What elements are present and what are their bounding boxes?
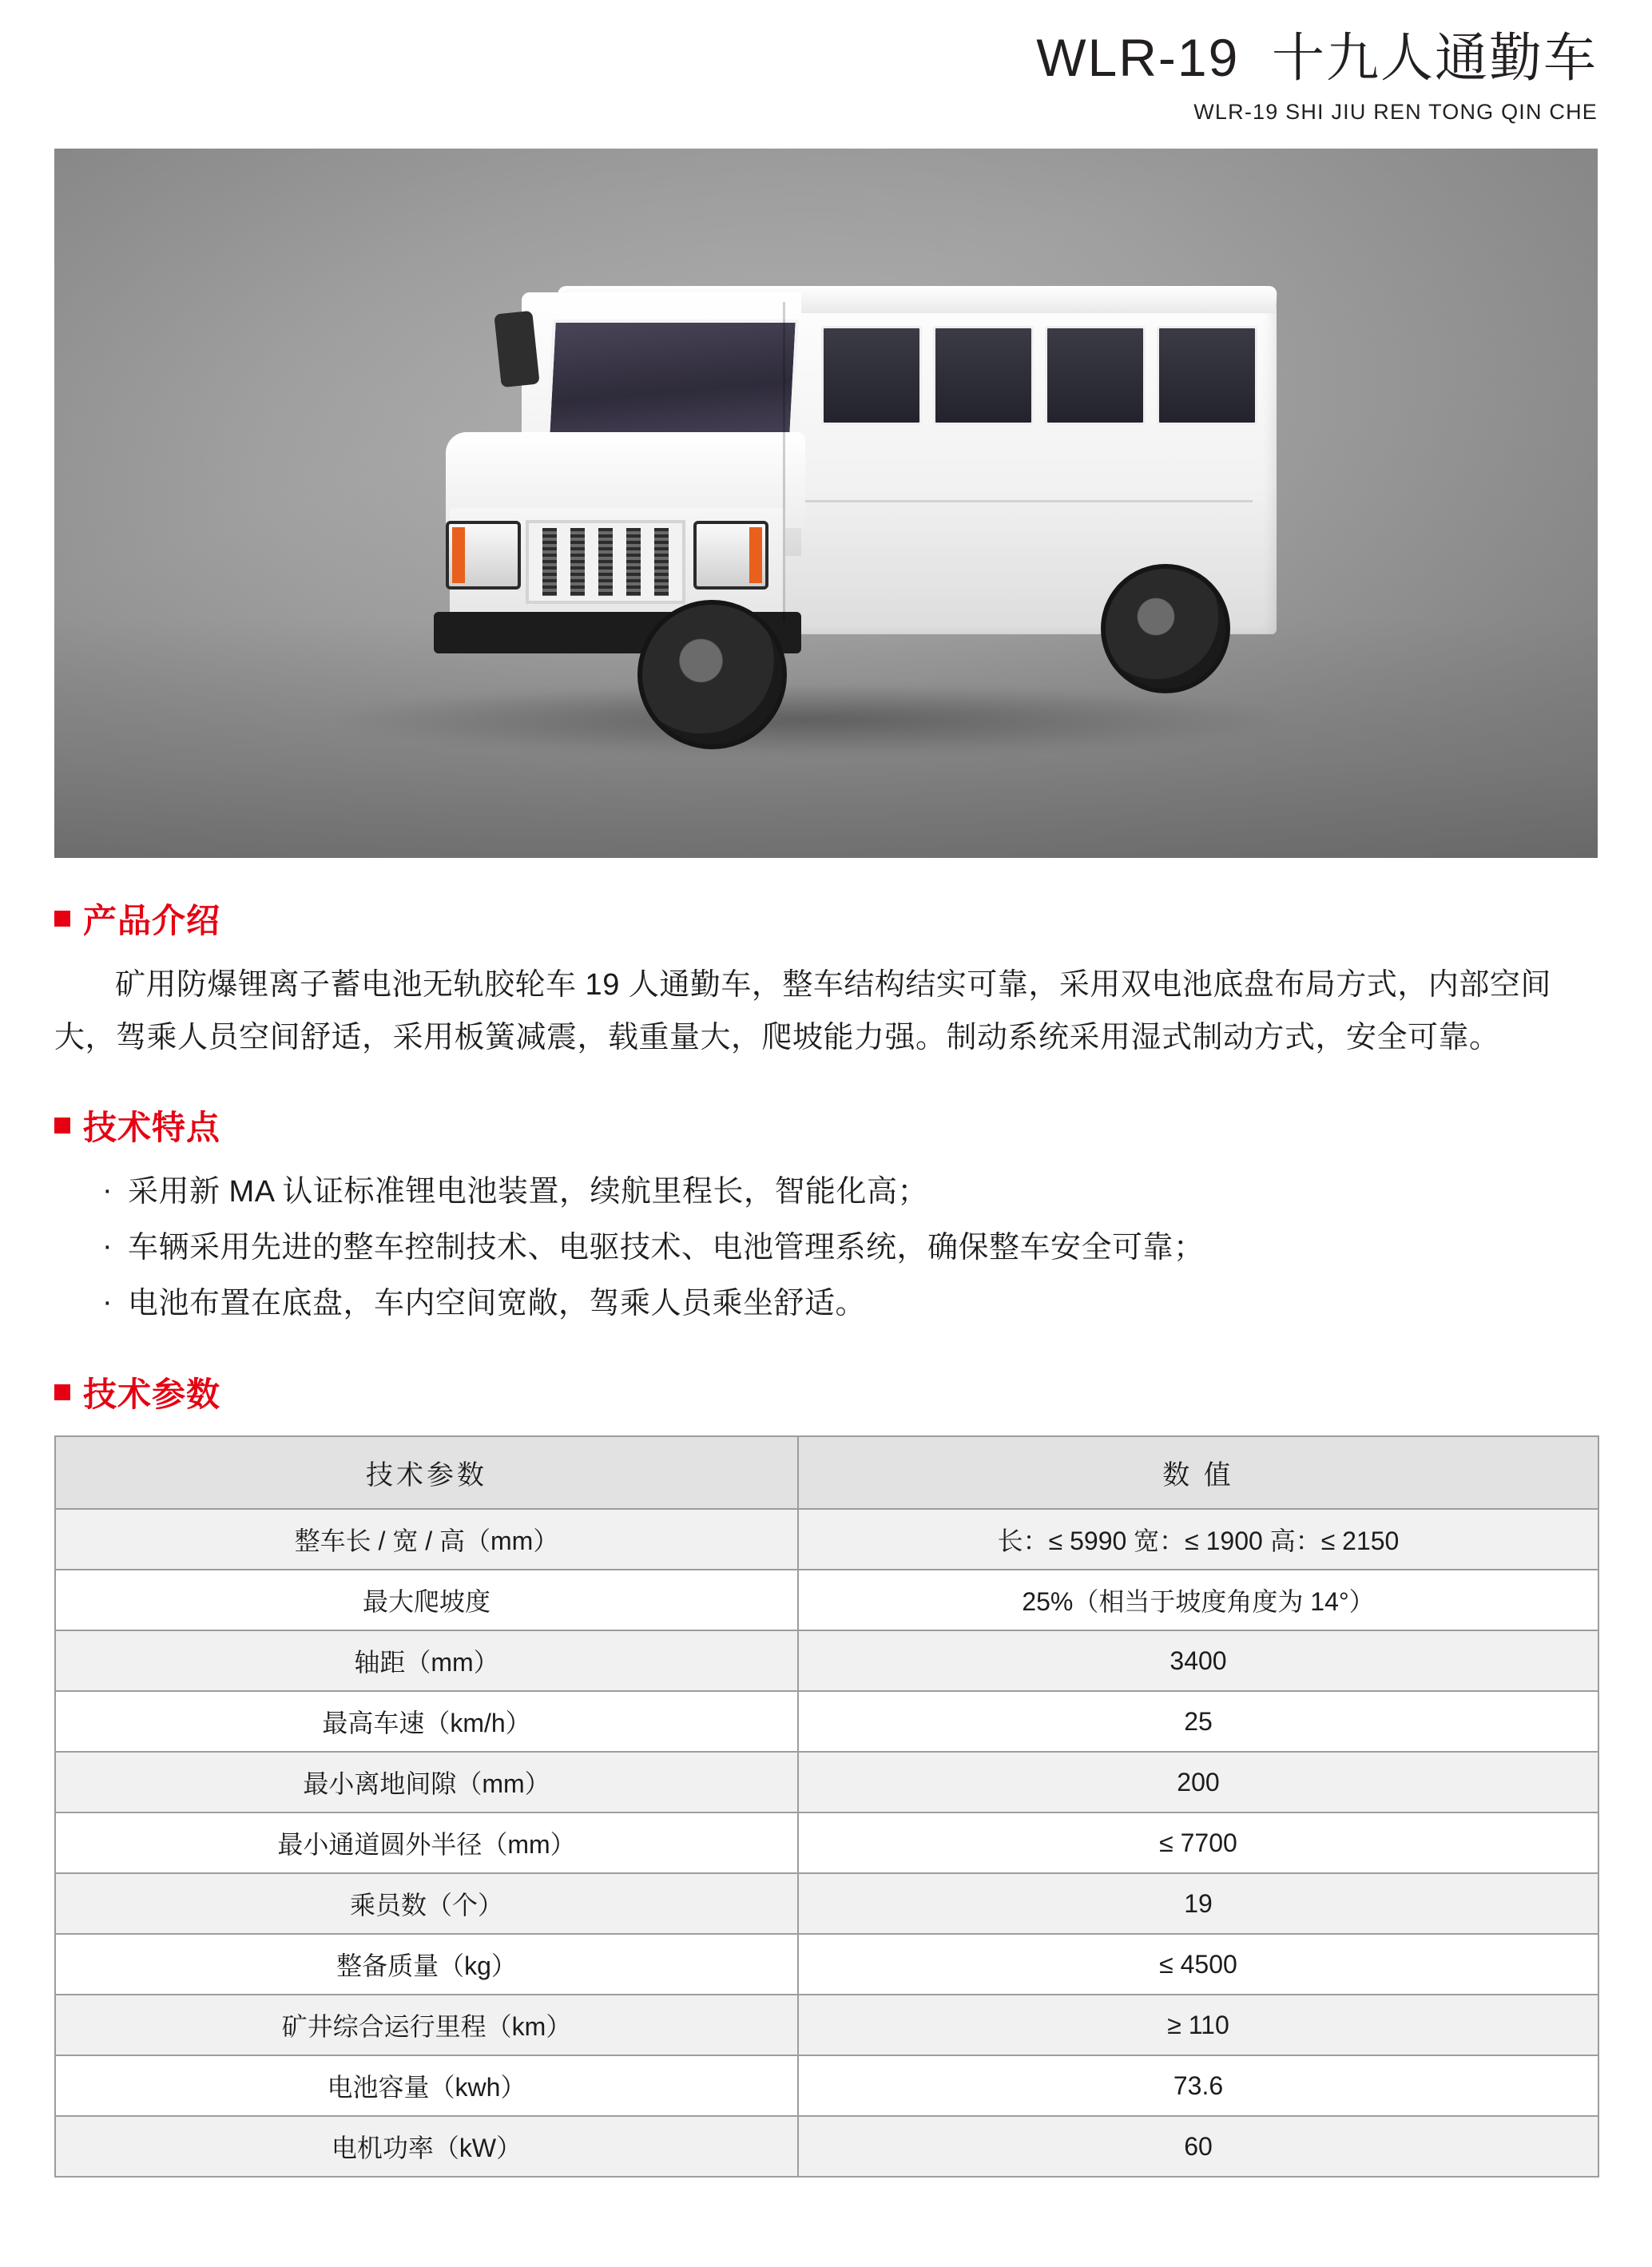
- spec-name: 最高车速（km/h）: [55, 1691, 798, 1752]
- list-item: · 采用新 MA 认证标准锂电池装置，续航里程长，智能化高；: [54, 1164, 1598, 1220]
- page-header: [54, 0, 1598, 125]
- spec-value: 25: [798, 1691, 1598, 1752]
- table-row: [55, 1934, 1598, 1995]
- table-row: [55, 1691, 1598, 1752]
- square-bullet-icon: [54, 1384, 70, 1400]
- section-title-specs: 技术参数: [83, 1376, 221, 1414]
- table-row: [55, 1995, 1598, 2055]
- list-item: · 车辆采用先进的整车控制技术、电驱技术、电池管理系统，确保整车安全可靠；: [54, 1220, 1598, 1276]
- vehicle-headlamp-left: [446, 521, 521, 590]
- spec-name: 电机功率（kW）: [55, 2116, 798, 2177]
- spec-value: 长：≤ 5990 宽：≤ 1900 高：≤ 2150: [798, 1509, 1598, 1570]
- table-row: [55, 1812, 1598, 1873]
- spec-name: 整备质量（kg）: [55, 1934, 798, 1995]
- table-row: [55, 1873, 1598, 1934]
- spec-value: 19: [798, 1873, 1598, 1934]
- spec-value: ≥ 110: [798, 1995, 1598, 2055]
- table-row: [55, 2116, 1598, 2177]
- vehicle-illustration: [294, 236, 1348, 780]
- vehicle-window: [1045, 326, 1146, 425]
- spec-name: 整车长 / 宽 / 高（mm）: [55, 1509, 798, 1570]
- table-row: [55, 1570, 1598, 1630]
- section-heading-intro: [54, 895, 1598, 943]
- spec-value: 25%（相当于坡度角度为 14°）: [798, 1570, 1598, 1630]
- feature-list: [54, 1164, 1598, 1332]
- spec-name: 轴距（mm）: [55, 1630, 798, 1691]
- vehicle-grille: [526, 520, 685, 604]
- column-header-parameter: 技术参数: [55, 1436, 798, 1509]
- spec-name: 乘员数（个）: [55, 1873, 798, 1934]
- vehicle-windshield: [546, 320, 799, 438]
- spec-name: 最小离地间隙（mm）: [55, 1752, 798, 1812]
- spec-value: 73.6: [798, 2055, 1598, 2116]
- section-heading-features: [54, 1102, 1598, 1149]
- square-bullet-icon: [54, 911, 70, 927]
- spec-name: 最小通道圆外半径（mm）: [55, 1812, 798, 1873]
- vehicle-rear-wheel: [1101, 564, 1230, 693]
- spec-table: [54, 1435, 1599, 2178]
- product-photo: [54, 149, 1598, 858]
- vehicle-window: [1157, 326, 1257, 425]
- section-heading-specs: [54, 1368, 1598, 1416]
- vehicle-mirror: [494, 310, 539, 387]
- table-header-row: [55, 1436, 1598, 1509]
- spec-value: ≤ 4500: [798, 1934, 1598, 1995]
- spec-value: 3400: [798, 1630, 1598, 1691]
- column-header-value: 数 值: [798, 1436, 1598, 1509]
- table-row: [55, 1630, 1598, 1691]
- square-bullet-icon: [54, 1118, 70, 1134]
- vehicle-shadow: [326, 684, 1285, 756]
- vehicle-window: [933, 326, 1034, 425]
- spec-value: ≤ 7700: [798, 1812, 1598, 1873]
- section-title-features: 技术特点: [83, 1108, 221, 1146]
- spec-name: 最大爬坡度: [55, 1570, 798, 1630]
- spec-name: 电池容量（kwh）: [55, 2055, 798, 2116]
- vehicle-window: [821, 326, 922, 425]
- vehicle-door-seam: [783, 302, 785, 621]
- vehicle-front-wheel: [637, 600, 787, 749]
- intro-paragraph: 矿用防爆锂离子蓄电池无轨胶轮车 19 人通勤车，整车结构结实可靠，采用双电池底盘布局方式，内部空间大，驾乘人员空间舒适，采用板簧减震，载重量大，爬坡能力强。制动系统采用湿式制动方式，安全可靠。: [54, 967, 1551, 1055]
- vehicle-headlamp-right: [693, 521, 768, 590]
- table-row: [55, 1752, 1598, 1812]
- vehicle-side-crease: [805, 500, 1253, 502]
- list-item: · 电池布置在底盘，车内空间宽敞，驾乘人员乘坐舒适。: [54, 1276, 1598, 1332]
- spec-name: 矿井综合运行里程（km）: [55, 1995, 798, 2055]
- page-subtitle: WLR-19 SHI JIU REN TONG QIN CHE: [1193, 99, 1598, 124]
- table-row: [55, 1509, 1598, 1570]
- table-row: [55, 2055, 1598, 2116]
- spec-value: 60: [798, 2116, 1598, 2177]
- section-title-intro: 产品介绍: [83, 901, 221, 939]
- spec-value: 200: [798, 1752, 1598, 1812]
- page-title: WLR-19 十九人通勤车: [1036, 28, 1598, 87]
